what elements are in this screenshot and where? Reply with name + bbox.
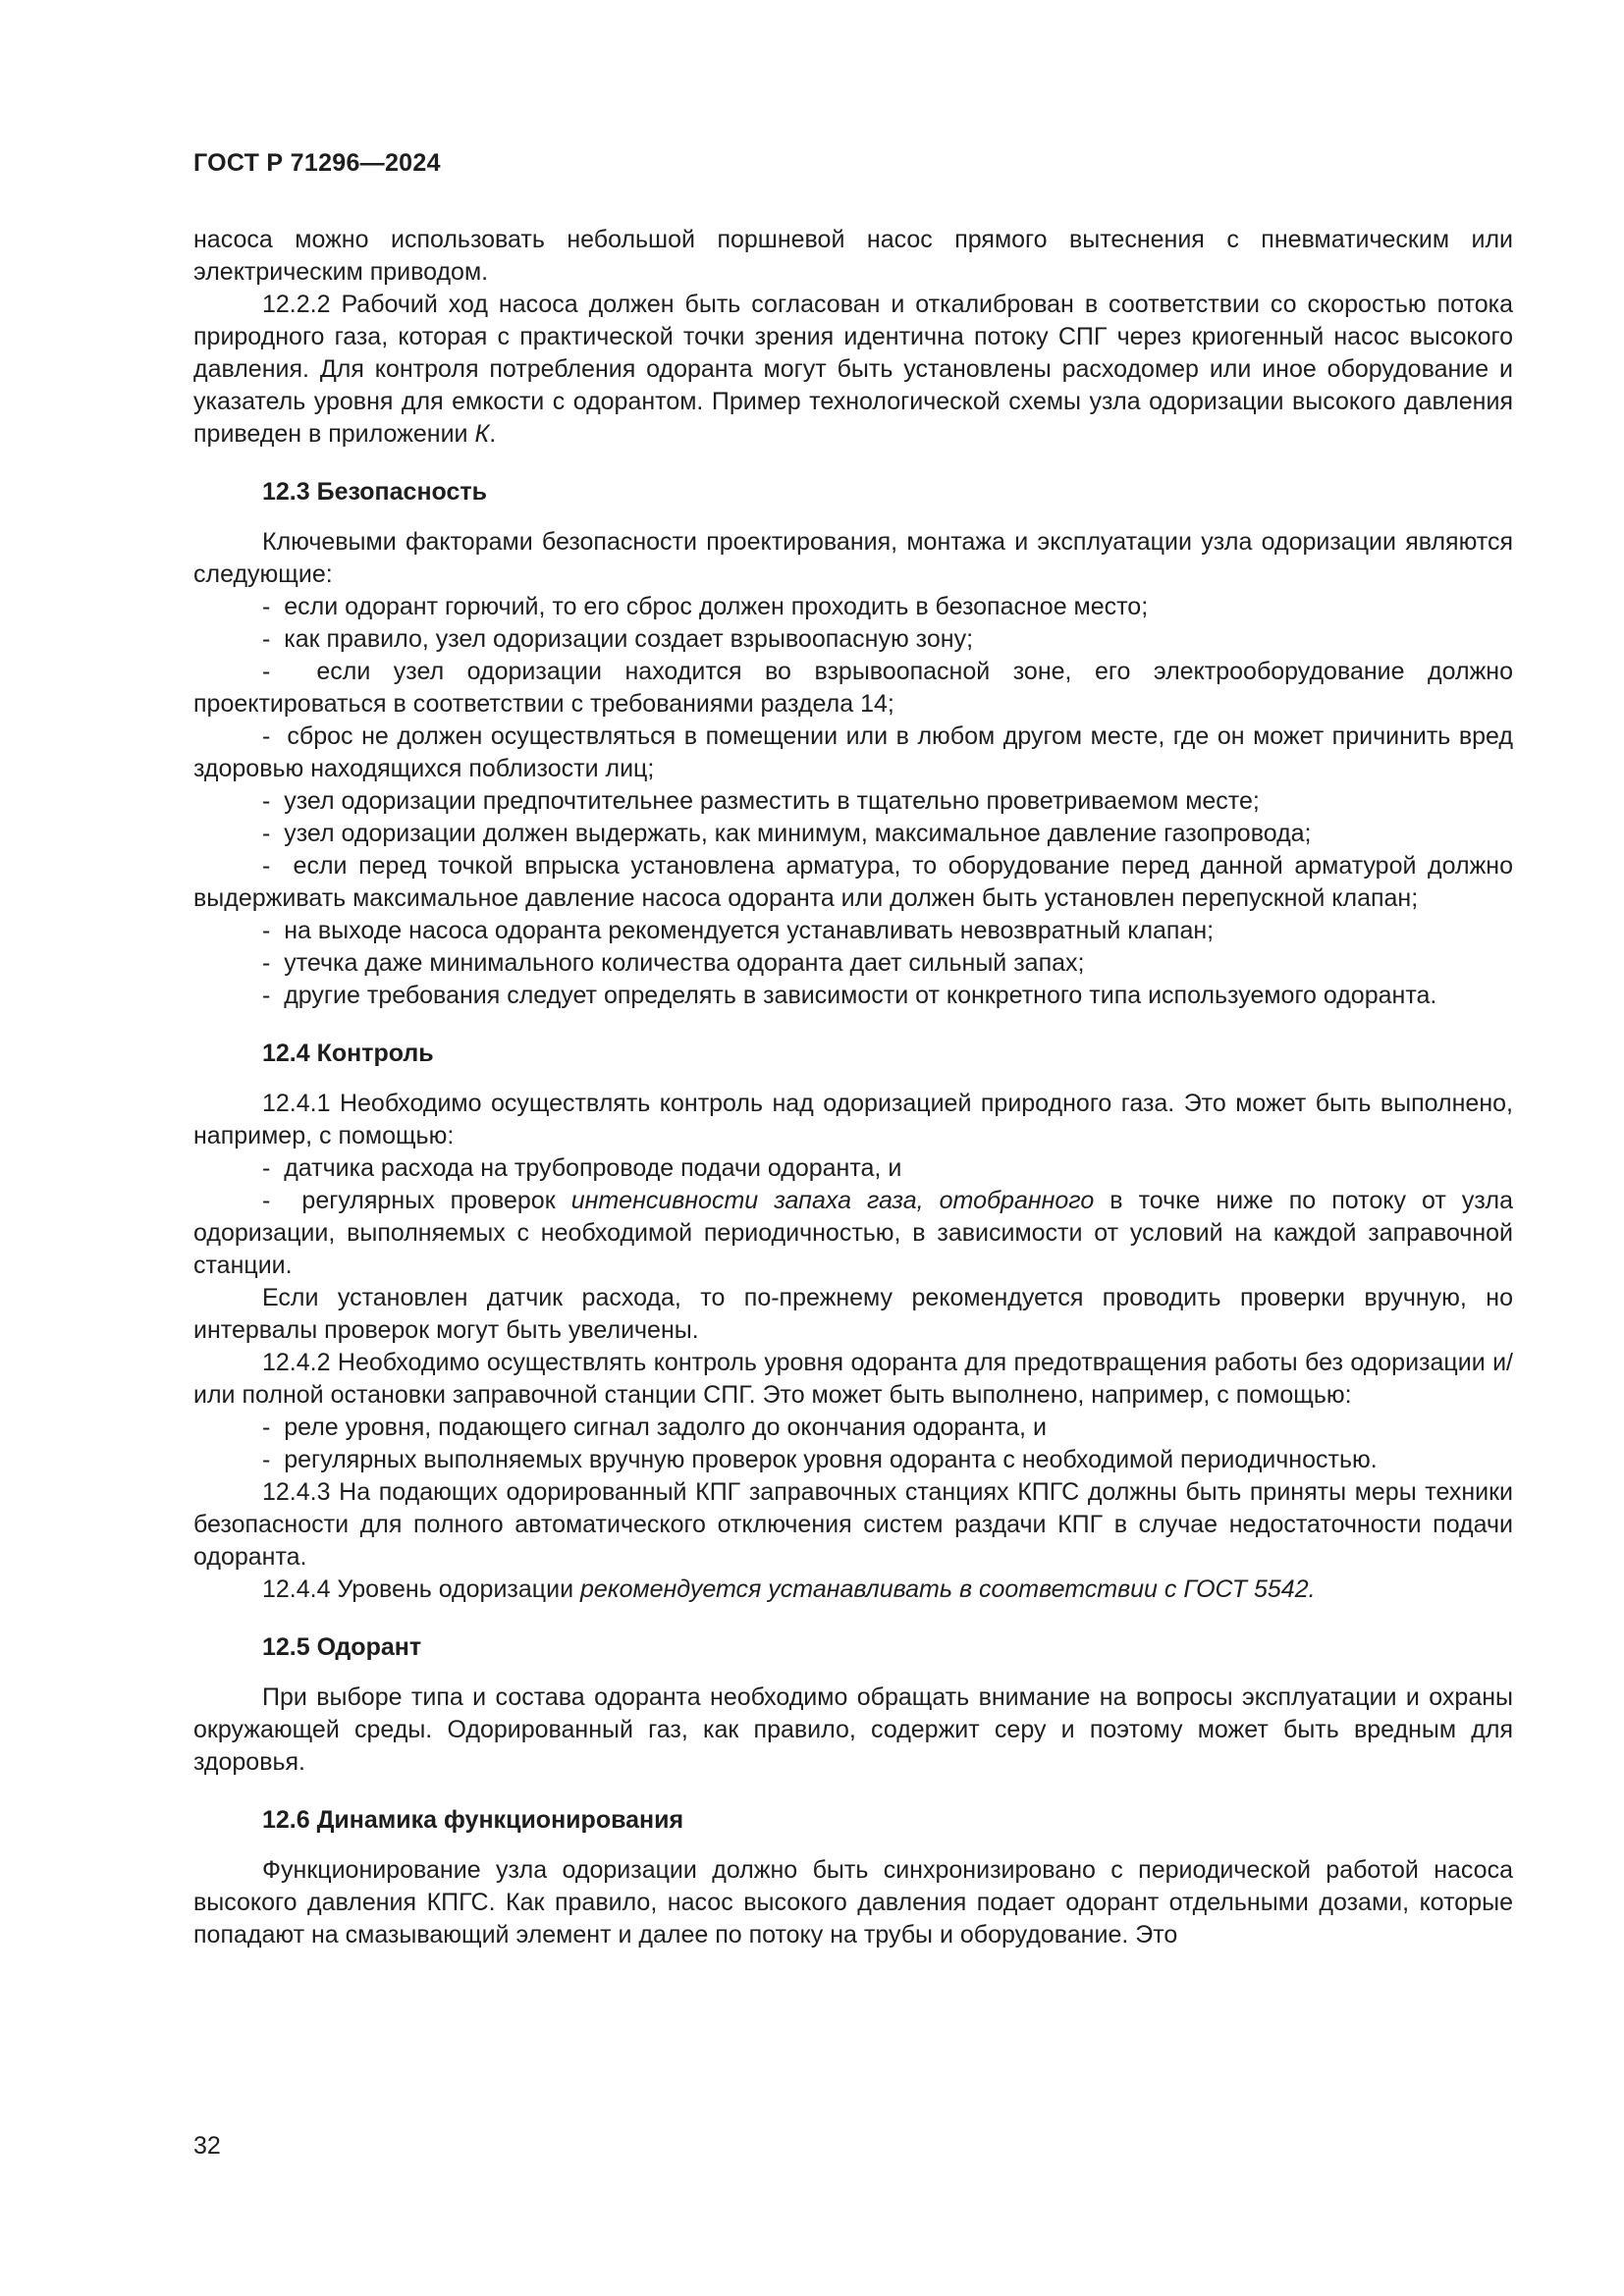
paragraph-continuation: насоса можно использовать небольшой поршневой насос прямого вытеснения с пневматическим или электрическим приводом. bbox=[193, 226, 1513, 286]
section-heading-12-3: 12.3 Безопасность bbox=[262, 478, 488, 506]
paragraph-12-4-3: 12.4.3 На подающих одорированный КПГ заправочных станциях КПГС должны быть приняты меры техники безопасности для полного автоматического отключения систем раздачи КПГ в случае недостаточности подачи одоранта. bbox=[193, 1478, 1513, 1571]
list-item: - на выходе насоса одоранта рекомендуется устанавливать невозвратный клапан; bbox=[193, 915, 1513, 947]
document-body bbox=[193, 224, 1513, 1951]
paragraph-12-4-1-note: Если установлен датчик расхода, то по-прежнему рекомендуется проводить проверки вручную, но интервалы проверок могут быть увеличены. bbox=[193, 1284, 1513, 1344]
section-heading-12-4: 12.4 Контроль bbox=[262, 1040, 434, 1067]
list-item: - утечка даже минимального количества одоранта дает сильный запах; bbox=[193, 947, 1513, 980]
list-item: - реле уровня, подающего сигнал задолго до окончания одоранта, и bbox=[193, 1412, 1513, 1444]
paragraph-12-6: Функционирование узла одоризации должно быть синхронизировано с периодической работой насоса высокого давления КПГС. Как правило, насос высокого давления подает одорант отдельными дозами, которые попадают на смазывающий элемент и далее по потоку на трубы и оборудование. Это bbox=[193, 1856, 1513, 1949]
list-item: - узел одоризации предпочтительнее разместить в тщательно проветриваемом месте; bbox=[193, 785, 1513, 818]
list-item: - датчика расхода на трубопроводе подачи одоранта, и bbox=[193, 1152, 1513, 1185]
list-item: - узел одоризации должен выдержать, как минимум, максимальное давление газопровода; bbox=[193, 818, 1513, 850]
section-heading-12-5: 12.5 Одорант bbox=[262, 1633, 422, 1661]
list-item: - сброс не должен осуществляться в помещении или в любом другом месте, где он может причинить вред здоровью находящихся поблизости лиц; bbox=[193, 721, 1513, 785]
paragraph-12-2-2: 12.2.2 Рабочий ход насоса должен быть согласован и откалиброван в соответствии со скоростью потока природного газа, которая с практической точки зрения идентична потоку СПГ через криогенный насос высокого давления. Для контроля потребления одоранта могут быть установлены расходомер или иное оборудование и указатель уровня для емкости с одорантом. Пример технологической схемы узла одоризации высокого давления приведен в приложении К. bbox=[193, 291, 1513, 448]
paragraph-12-4-4: 12.4.4 Уровень одоризации рекомендуется устанавливать в соответствии с ГОСТ 5542. bbox=[262, 1575, 1316, 1603]
list-item: - регулярных проверок интенсивности запаха газа, отобранного в точке ниже по потоку от узла одоризации, выполняемых с необходимой периодичностью, в зависимости от условий на каждой заправочной станции. bbox=[193, 1185, 1513, 1282]
list-item: - если одорант горючий, то его сброс должен проходить в безопасное место; bbox=[193, 591, 1513, 623]
document-header: ГОСТ Р 71296—2024 bbox=[193, 149, 441, 177]
paragraph-12-3-intro: Ключевыми факторами безопасности проектирования, монтажа и эксплуатации узла одоризации являются следующие: bbox=[193, 528, 1513, 588]
page-number: 32 bbox=[193, 2132, 221, 2160]
list-item: - если узел одоризации находится во взрывоопасной зоне, его электрооборудование должно проектироваться в соответствии с требованиями раздела 14; bbox=[193, 656, 1513, 721]
paragraph-12-5: При выборе типа и состава одоранта необходимо обращать внимание на вопросы эксплуатации и охраны окружающей среды. Одорированный газ, как правило, содержит серу и поэтому может быть вредным для здоровья. bbox=[193, 1683, 1513, 1776]
paragraph-12-4-1: 12.4.1 Необходимо осуществлять контроль над одоризацией природного газа. Это может быть выполнено, например, с помощью: bbox=[193, 1090, 1513, 1149]
list-item: - если перед точкой впрыска установлена арматура, то оборудование перед данной арматурой должно выдерживать максимальное давление насоса одоранта или должен быть установлен перепускной клапан; bbox=[193, 850, 1513, 915]
paragraph-12-4-2: 12.4.2 Необходимо осуществлять контроль уровня одоранта для предотвращения работы без одоризации и/или полной остановки заправочной станции СПГ. Это может быть выполнено, например, с помощью: bbox=[193, 1349, 1513, 1409]
list-item: - другие требования следует определять в зависимости от конкретного типа используемого одоранта. bbox=[193, 980, 1513, 1012]
list-item: - как правило, узел одоризации создает взрывоопасную зону; bbox=[193, 623, 1513, 656]
section-heading-12-6: 12.6 Динамика функционирования bbox=[262, 1806, 684, 1834]
list-item: - регулярных выполняемых вручную проверок уровня одоранта с необходимой периодичностью. bbox=[193, 1444, 1513, 1476]
